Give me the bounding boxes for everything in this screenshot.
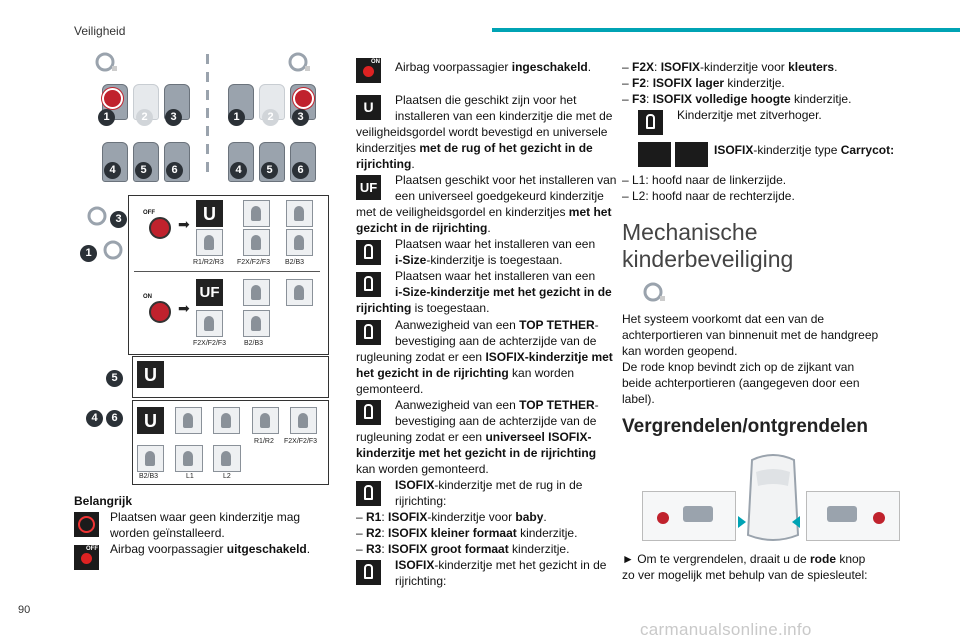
seat-number: 4 bbox=[86, 410, 103, 427]
isofix-seat-icon bbox=[252, 407, 279, 434]
steering-wheel-icon bbox=[84, 206, 110, 226]
uf-icon: UF bbox=[356, 175, 381, 200]
airbag-off-icon: OFF bbox=[74, 545, 99, 570]
booster-seat-icon bbox=[638, 110, 663, 135]
note-item: Airbag voorpassagier uitgeschakeld. bbox=[110, 542, 311, 556]
anchor-forward-icon bbox=[286, 279, 313, 306]
anchor-forward-icon bbox=[356, 400, 381, 425]
carrycot-icon bbox=[638, 142, 671, 167]
note-title: Belangrijk bbox=[74, 494, 133, 508]
i-size-icon bbox=[356, 240, 381, 265]
booster-seat-icon bbox=[243, 310, 270, 337]
i-size-forward-icon bbox=[243, 279, 270, 306]
anchor-icon bbox=[286, 200, 313, 227]
isofix-seat-icon bbox=[356, 481, 381, 506]
airbag-off-icon: OFF bbox=[143, 212, 173, 238]
anchor-icon bbox=[356, 320, 381, 345]
watermark: carmanualsonline.info bbox=[640, 620, 812, 639]
page-number: 90 bbox=[18, 604, 31, 616]
booster-seat-icon bbox=[286, 229, 313, 256]
booster-seat-icon bbox=[137, 445, 164, 472]
carrycot-icon bbox=[675, 142, 708, 167]
no-child-seat-icon bbox=[74, 512, 99, 537]
i-size-icon bbox=[243, 200, 270, 227]
seat-number: 1 bbox=[80, 245, 97, 262]
car-top-view-icon bbox=[738, 450, 808, 545]
isofix-seat-icon bbox=[290, 407, 317, 434]
left-door-lock-image bbox=[642, 491, 736, 541]
uf-tile: UF bbox=[196, 279, 223, 306]
isofix-seat-icon bbox=[243, 229, 270, 256]
carrycot-icon bbox=[213, 445, 241, 472]
isofix-seat-icon bbox=[356, 560, 381, 585]
seat-number: 1 bbox=[228, 109, 245, 126]
isofix-seat-icon bbox=[196, 229, 223, 256]
i-size-icon bbox=[175, 407, 202, 434]
section-header: Veiligheid bbox=[74, 24, 126, 38]
subsection-heading: Vergrendelen/ontgrendelen bbox=[622, 416, 868, 437]
anchor-icon bbox=[213, 407, 240, 434]
seat-number: 2 bbox=[262, 109, 279, 126]
steering-wheel-icon bbox=[285, 52, 311, 72]
seat-number: 6 bbox=[292, 162, 309, 179]
u-tile: U bbox=[137, 361, 164, 388]
seat-number: 5 bbox=[135, 162, 152, 179]
note-item: Plaatsen waar geen kinderzitje mag worden geïnstalleerd. bbox=[110, 510, 301, 540]
carrycot-icon bbox=[175, 445, 203, 472]
airbag-on-icon: ON bbox=[143, 296, 173, 322]
seat-number: 1 bbox=[98, 109, 115, 126]
seat-number: 3 bbox=[110, 211, 127, 228]
seat-number: 3 bbox=[292, 109, 309, 126]
steering-wheel-icon bbox=[100, 240, 126, 260]
seat-number: 5 bbox=[106, 370, 123, 387]
seat-number: 6 bbox=[166, 162, 183, 179]
u-tile: U bbox=[196, 200, 223, 227]
seat-number: 2 bbox=[136, 109, 153, 126]
isofix-seat-icon bbox=[196, 310, 223, 337]
seat-number: 3 bbox=[165, 109, 182, 126]
seat-number: 4 bbox=[230, 162, 247, 179]
u-icon: U bbox=[356, 95, 381, 120]
airbag-on-icon: ON bbox=[356, 58, 381, 83]
u-tile: U bbox=[137, 407, 164, 434]
steering-wheel-icon bbox=[92, 52, 118, 72]
right-door-lock-image bbox=[806, 491, 900, 541]
no-child-seat-icon bbox=[102, 88, 123, 109]
steering-wheel-icon bbox=[640, 282, 666, 302]
no-child-seat-icon bbox=[293, 88, 314, 109]
seat-number: 4 bbox=[104, 162, 121, 179]
i-size-forward-icon bbox=[356, 272, 381, 297]
seat-number: 5 bbox=[261, 162, 278, 179]
seat-number: 6 bbox=[106, 410, 123, 427]
section-heading: Mechanische kinderbeveiliging bbox=[622, 219, 794, 272]
header-accent-bar bbox=[492, 28, 960, 32]
